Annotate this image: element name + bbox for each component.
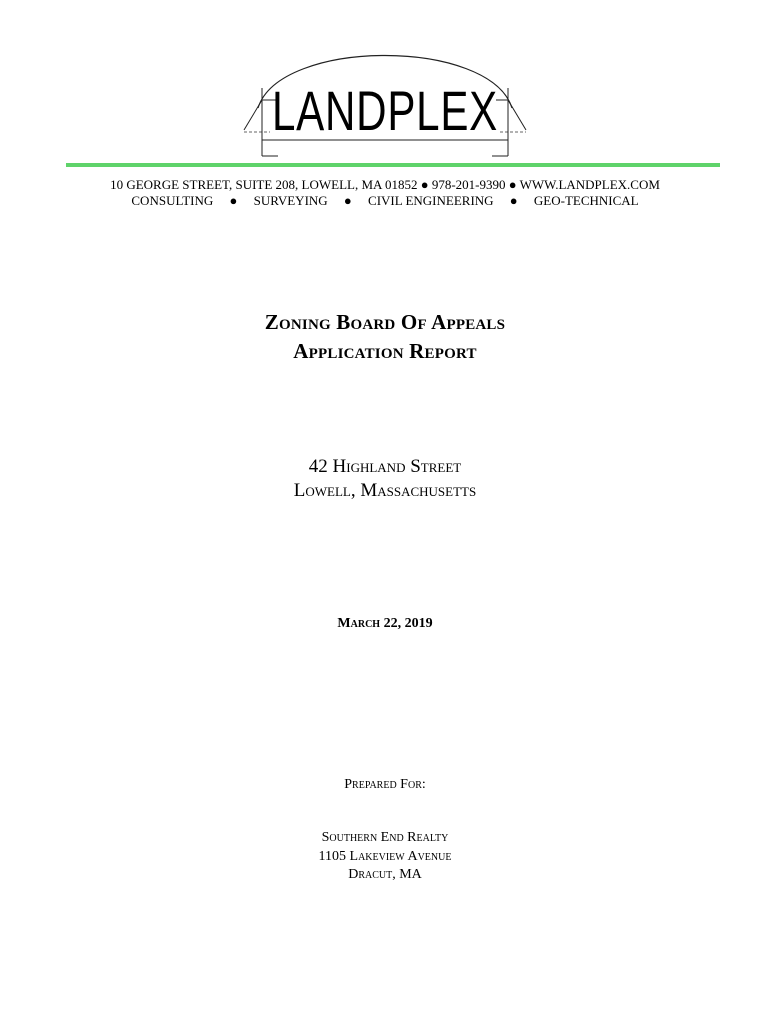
prepared-for-label: Prepared For:: [344, 777, 426, 792]
client-city: Dracut, MA: [348, 867, 422, 882]
landplex-logo: [240, 48, 530, 160]
site-city: Lowell, Massachusetts: [293, 480, 477, 501]
report-title-line-2: Application Report: [293, 339, 477, 363]
site-street: 42 Highland Street: [308, 456, 462, 477]
logo-wordmark: LANDPLEX: [272, 79, 498, 142]
report-title-line-1: Zoning Board Of Appeals: [264, 310, 506, 334]
report-date: March 22, 2019: [337, 616, 433, 631]
landplex-logo-icon: [240, 48, 530, 160]
header-divider: [66, 163, 720, 167]
company-services-line: CONSULTING ● SURVEYING ● CIVIL ENGINEERING ● GEO-TECHNICAL: [131, 193, 639, 208]
client-address: 1105 Lakeview Avenue: [318, 849, 452, 864]
client-name: Southern End Realty: [321, 830, 449, 845]
company-address-line: 10 GEORGE STREET, SUITE 208, LOWELL, MA 01852 ● 978-201-9390 ● WWW.LANDPLEX.COM: [110, 177, 660, 192]
